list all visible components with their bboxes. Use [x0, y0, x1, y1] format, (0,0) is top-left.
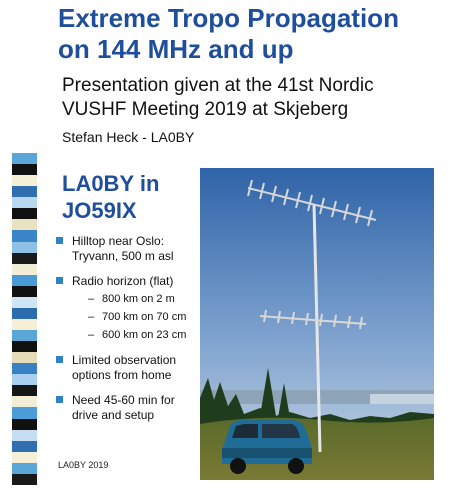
- main-title: [58, 3, 448, 65]
- antenna-photo: [200, 168, 434, 480]
- footer-label: LA0BY 2019: [58, 460, 109, 470]
- subtitle: [62, 74, 442, 122]
- author: Stefan Heck - LA0BY: [62, 129, 195, 145]
- slide-title-line-1: LA0BY in: [62, 171, 160, 196]
- slide-title-line-2: JO59IX: [62, 198, 137, 223]
- sub-bullet-text: 600 km on 23 cm: [102, 329, 187, 341]
- bullet-text: Need 45-60 min for: [72, 393, 175, 407]
- bullet-text: drive and setup: [72, 408, 155, 422]
- bullet-text: options from home: [72, 368, 172, 382]
- bullet-item: [56, 274, 202, 343]
- bullet-text: Hilltop near Oslo:: [72, 234, 165, 248]
- sub-bullet: – 800 km on 2 m: [88, 293, 175, 305]
- sub-bullet-text: 700 km on 70 cm: [102, 311, 187, 323]
- bullet-list: [56, 234, 202, 433]
- bullet-marker: [56, 277, 63, 284]
- decorative-stripe: [12, 153, 37, 485]
- sub-bullet: – 700 km on 70 cm: [88, 311, 187, 323]
- sub-bullet: – 600 km on 23 cm: [88, 329, 187, 341]
- bullet-text: Radio horizon (flat): [72, 274, 174, 288]
- subtitle-line-2: VUSHF Meeting 2019 at Skjeberg: [62, 99, 349, 120]
- bullet-marker: [56, 396, 63, 403]
- bullet-text: Tryvann, 500 m asl: [72, 249, 174, 263]
- bullet-item: [56, 234, 202, 264]
- lake: [370, 394, 434, 404]
- bullet-marker: [56, 356, 63, 363]
- sub-bullet-text: 800 km on 2 m: [102, 293, 175, 305]
- main-title-line-2: on 144 MHz and up: [58, 34, 294, 64]
- main-title-line-1: Extreme Tropo Propagation: [58, 3, 399, 33]
- bullet-marker: [56, 237, 63, 244]
- bullet-item: [56, 353, 202, 383]
- slide-title: [62, 170, 192, 224]
- subtitle-line-1: Presentation given at the 41st Nordic: [62, 75, 374, 96]
- bullet-item: [56, 393, 202, 423]
- bullet-text: Limited observation: [72, 353, 177, 367]
